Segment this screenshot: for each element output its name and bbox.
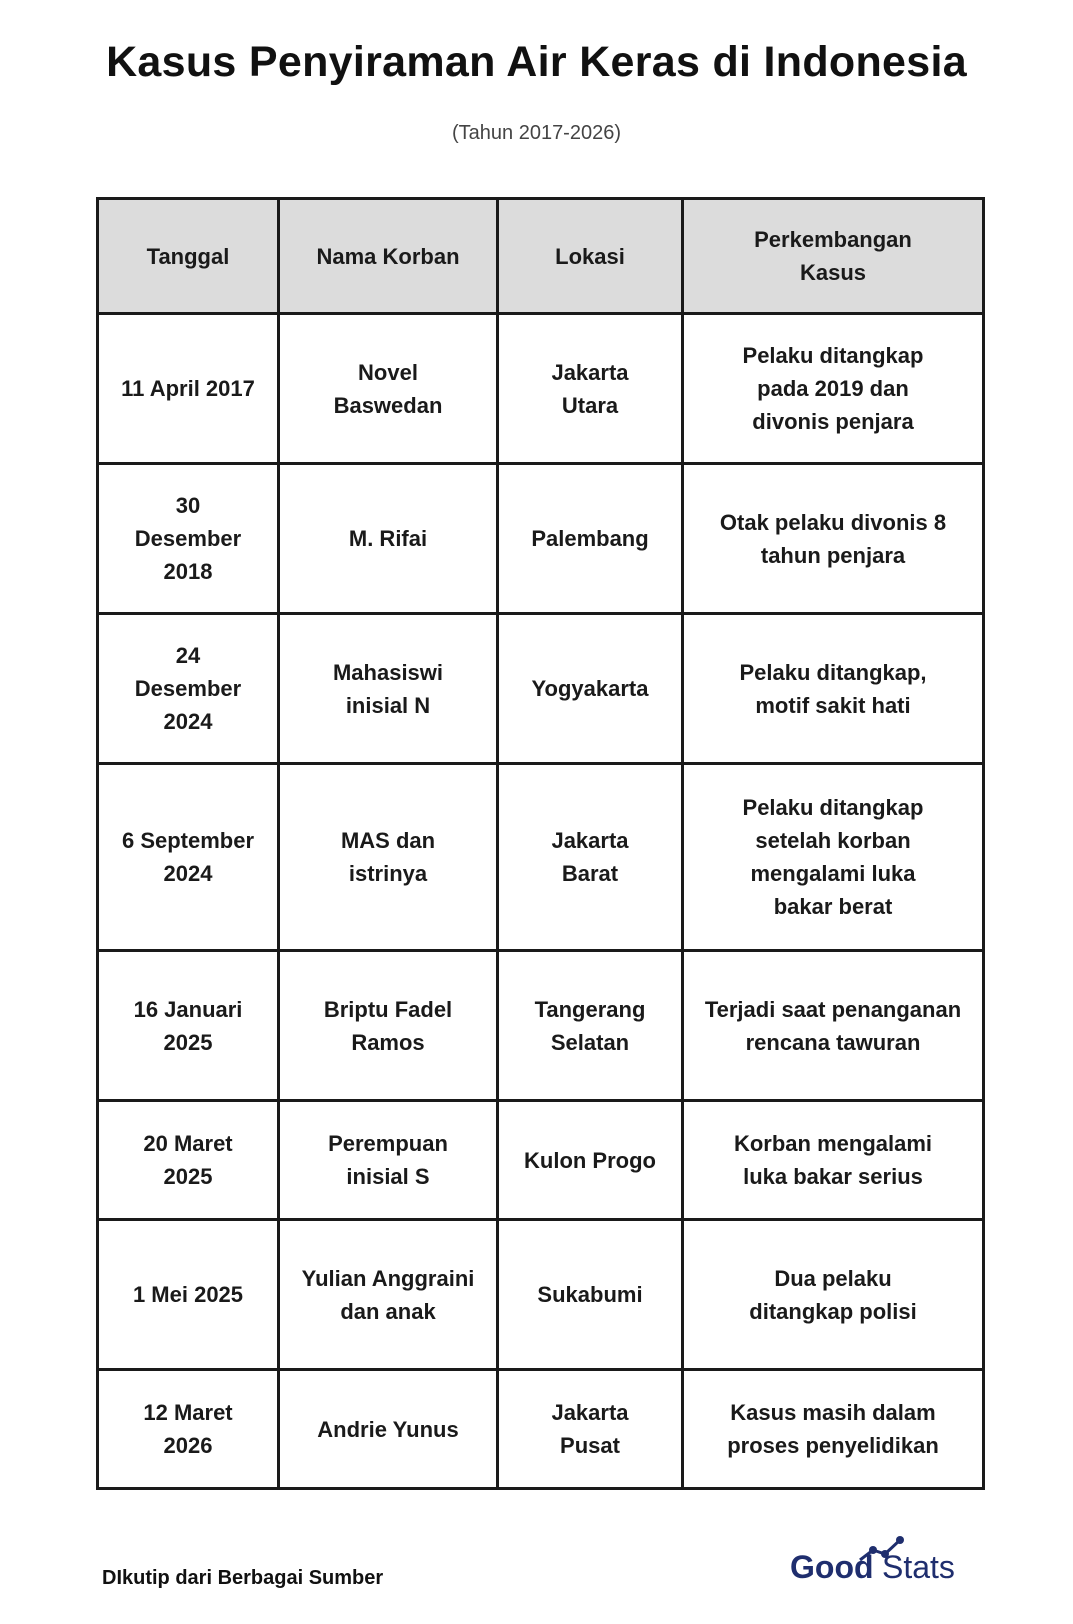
cell-perkembangan: Terjadi saat penanganan rencana tawuran: [683, 951, 984, 1101]
goodstats-logo: [790, 1532, 980, 1587]
cell-lokasi: Yogyakarta: [498, 614, 683, 764]
cell-nama-korban: Yulian Anggraini dan anak: [279, 1220, 498, 1370]
cell-nama-korban: Novel Baswedan: [279, 314, 498, 464]
cell-perkembangan: Dua pelaku ditangkap polisi: [683, 1220, 984, 1370]
cell-nama-korban: M. Rifai: [279, 464, 498, 614]
cell-tanggal: 11 April 2017: [98, 314, 279, 464]
header-nama-korban: Nama Korban: [279, 199, 498, 314]
table-header-row: [98, 199, 984, 314]
header-tanggal: Tanggal: [98, 199, 279, 314]
cell-lokasi: Tangerang Selatan: [498, 951, 683, 1101]
cell-lokasi: Jakarta Barat: [498, 764, 683, 951]
table-row: [98, 1220, 984, 1370]
cell-lokasi: Kulon Progo: [498, 1101, 683, 1220]
cell-tanggal: 20 Maret 2025: [98, 1101, 279, 1220]
cell-perkembangan: Otak pelaku divonis 8 tahun penjara: [683, 464, 984, 614]
logo-good-text: Good: [790, 1549, 874, 1585]
cell-lokasi: Palembang: [498, 464, 683, 614]
cell-tanggal: 16 Januari 2025: [98, 951, 279, 1101]
cases-table: [96, 197, 985, 1490]
table-row: [98, 314, 984, 464]
table-row: [98, 464, 984, 614]
cell-nama-korban: Andrie Yunus: [279, 1370, 498, 1489]
cell-nama-korban: Perempuan inisial S: [279, 1101, 498, 1220]
table-row: [98, 1101, 984, 1220]
header-perkembangan-kasus: Perkembangan Kasus: [683, 199, 984, 314]
table-row: [98, 764, 984, 951]
source-note: DIkutip dari Berbagai Sumber: [102, 1567, 384, 1589]
logo-stats-text: Stats: [882, 1549, 955, 1585]
cell-perkembangan: Korban mengalami luka bakar serius: [683, 1101, 984, 1220]
cell-tanggal: 30 Desember 2018: [98, 464, 279, 614]
cell-nama-korban: MAS dan istrinya: [279, 764, 498, 951]
cell-perkembangan: Pelaku ditangkap setelah korban mengalami luka bakar berat: [683, 764, 984, 951]
cell-lokasi: Jakarta Pusat: [498, 1370, 683, 1489]
cell-tanggal: 1 Mei 2025: [98, 1220, 279, 1370]
cell-perkembangan: Pelaku ditangkap, motif sakit hati: [683, 614, 984, 764]
cell-lokasi: Sukabumi: [498, 1220, 683, 1370]
cell-tanggal: 24 Desember 2024: [98, 614, 279, 764]
cell-nama-korban: Mahasiswi inisial N: [279, 614, 498, 764]
cell-perkembangan: Pelaku ditangkap pada 2019 dan divonis penjara: [683, 314, 984, 464]
table-row: [98, 614, 984, 764]
cell-tanggal: 12 Maret 2026: [98, 1370, 279, 1489]
table-row: [98, 951, 984, 1101]
cell-lokasi: Jakarta Utara: [498, 314, 683, 464]
cell-tanggal: 6 September 2024: [98, 764, 279, 951]
page-title: Kasus Penyiraman Air Keras di Indonesia: [106, 38, 967, 86]
cell-perkembangan: Kasus masih dalam proses penyelidikan: [683, 1370, 984, 1489]
table-row: [98, 1370, 984, 1489]
page-subtitle: (Tahun 2017-2026): [451, 122, 621, 144]
cell-nama-korban: Briptu Fadel Ramos: [279, 951, 498, 1101]
header-lokasi: Lokasi: [498, 199, 683, 314]
